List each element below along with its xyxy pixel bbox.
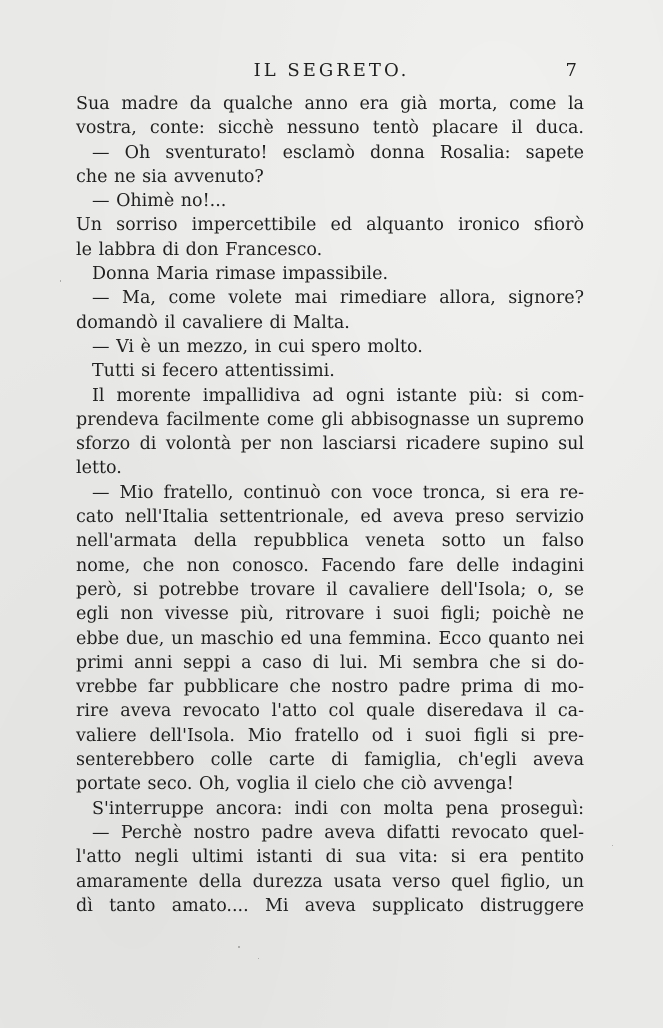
text-line: valiere dell'Isola. Mio fratello od i suoi figli si pre- [76,725,584,746]
text-line: domandò il cavaliere di Malta. [76,312,350,333]
text-line: — Perchè nostro padre aveva difatti revocato quel- [92,822,584,843]
paper-speck [60,280,61,282]
text-line: Donna Maria rimase impassibile. [92,264,389,285]
text-line: nell'armata della repubblica veneta sotto un falso [76,531,584,552]
text-line: S'interruppe ancora: indi con molta pena proseguì: [92,798,584,819]
text-line: che ne sia avvenuto? [76,166,264,187]
text-line: Sua madre da qualche anno era già morta, come la [76,94,584,114]
text-line: vrebbe far pubblicare che nostro padre prima di mo- [76,677,584,698]
paper-speck [258,958,259,959]
text-line: — Oh sventurato! esclamò donna Rosalia: sapete [92,142,584,163]
text-line: le labbra di don Francesco. [76,239,323,260]
text-line: rire aveva revocato l'atto col quale diseredava il ca- [76,701,584,722]
text-line: Un sorriso impercettibile ed alquanto ironico sfiorò [76,215,584,236]
text-line: letto. [76,458,122,479]
text-line: prendeva facilmente come gli abbisognasse un supremo [76,409,584,430]
text-line: vostra, conte: sicchè nessuno tentò placare il duca. [76,118,584,139]
text-line: sforzo di volontà per non lasciarsi ricadere supino sul [76,434,584,455]
text-line: primi anni seppi a caso di lui. Mi sembra che si do- [76,652,584,673]
text-line: Il morente impallidiva ad ogni istante più: si com- [92,385,584,406]
text-line: — Ohimè no!... [92,191,227,212]
text-line: cato nell'Italia settentrionale, ed aveva preso servizio [76,507,584,528]
text-line: — Mio fratello, continuò con voce tronca, si era re- [92,482,584,503]
paper-speck [612,845,613,846]
text-line: amaramente della durezza usata verso quel figlio, un [76,871,584,892]
paper-speck [238,946,240,948]
page-header [0,58,663,88]
text-line: portate seco. Oh, voglia il cielo che ciò avvenga! [76,774,514,795]
text-line: nome, che non conosco. Facendo fare delle indagini [76,555,584,576]
text-line: — Vi è un mezzo, in cui spero molto. [92,336,423,357]
text-line: dì tanto amato.... Mi aveva supplicato distruggere [76,895,584,916]
text-line: ebbe due, un maschio ed una femmina. Ecco quanto nei [76,628,584,649]
text-line: però, si potrebbe trovare il cavaliere dell'Isola; o, se [76,579,584,600]
text-line: senterebbero colle carte di famiglia, ch'egli aveva [76,750,584,771]
text-line: l'atto negli ultimi istanti di sua vita: si era pentito [76,847,584,868]
body-text [76,92,584,918]
text-line: egli non vivesse più, ritrovare i suoi figli; poichè ne [76,604,584,625]
text-line: — Ma, come volete mai rimediare allora, signore? [92,288,584,309]
page-number: 7 [565,60,577,81]
running-title: IL SEGRETO. [253,60,410,81]
text-line: Tutti si fecero attentissimi. [92,361,335,382]
